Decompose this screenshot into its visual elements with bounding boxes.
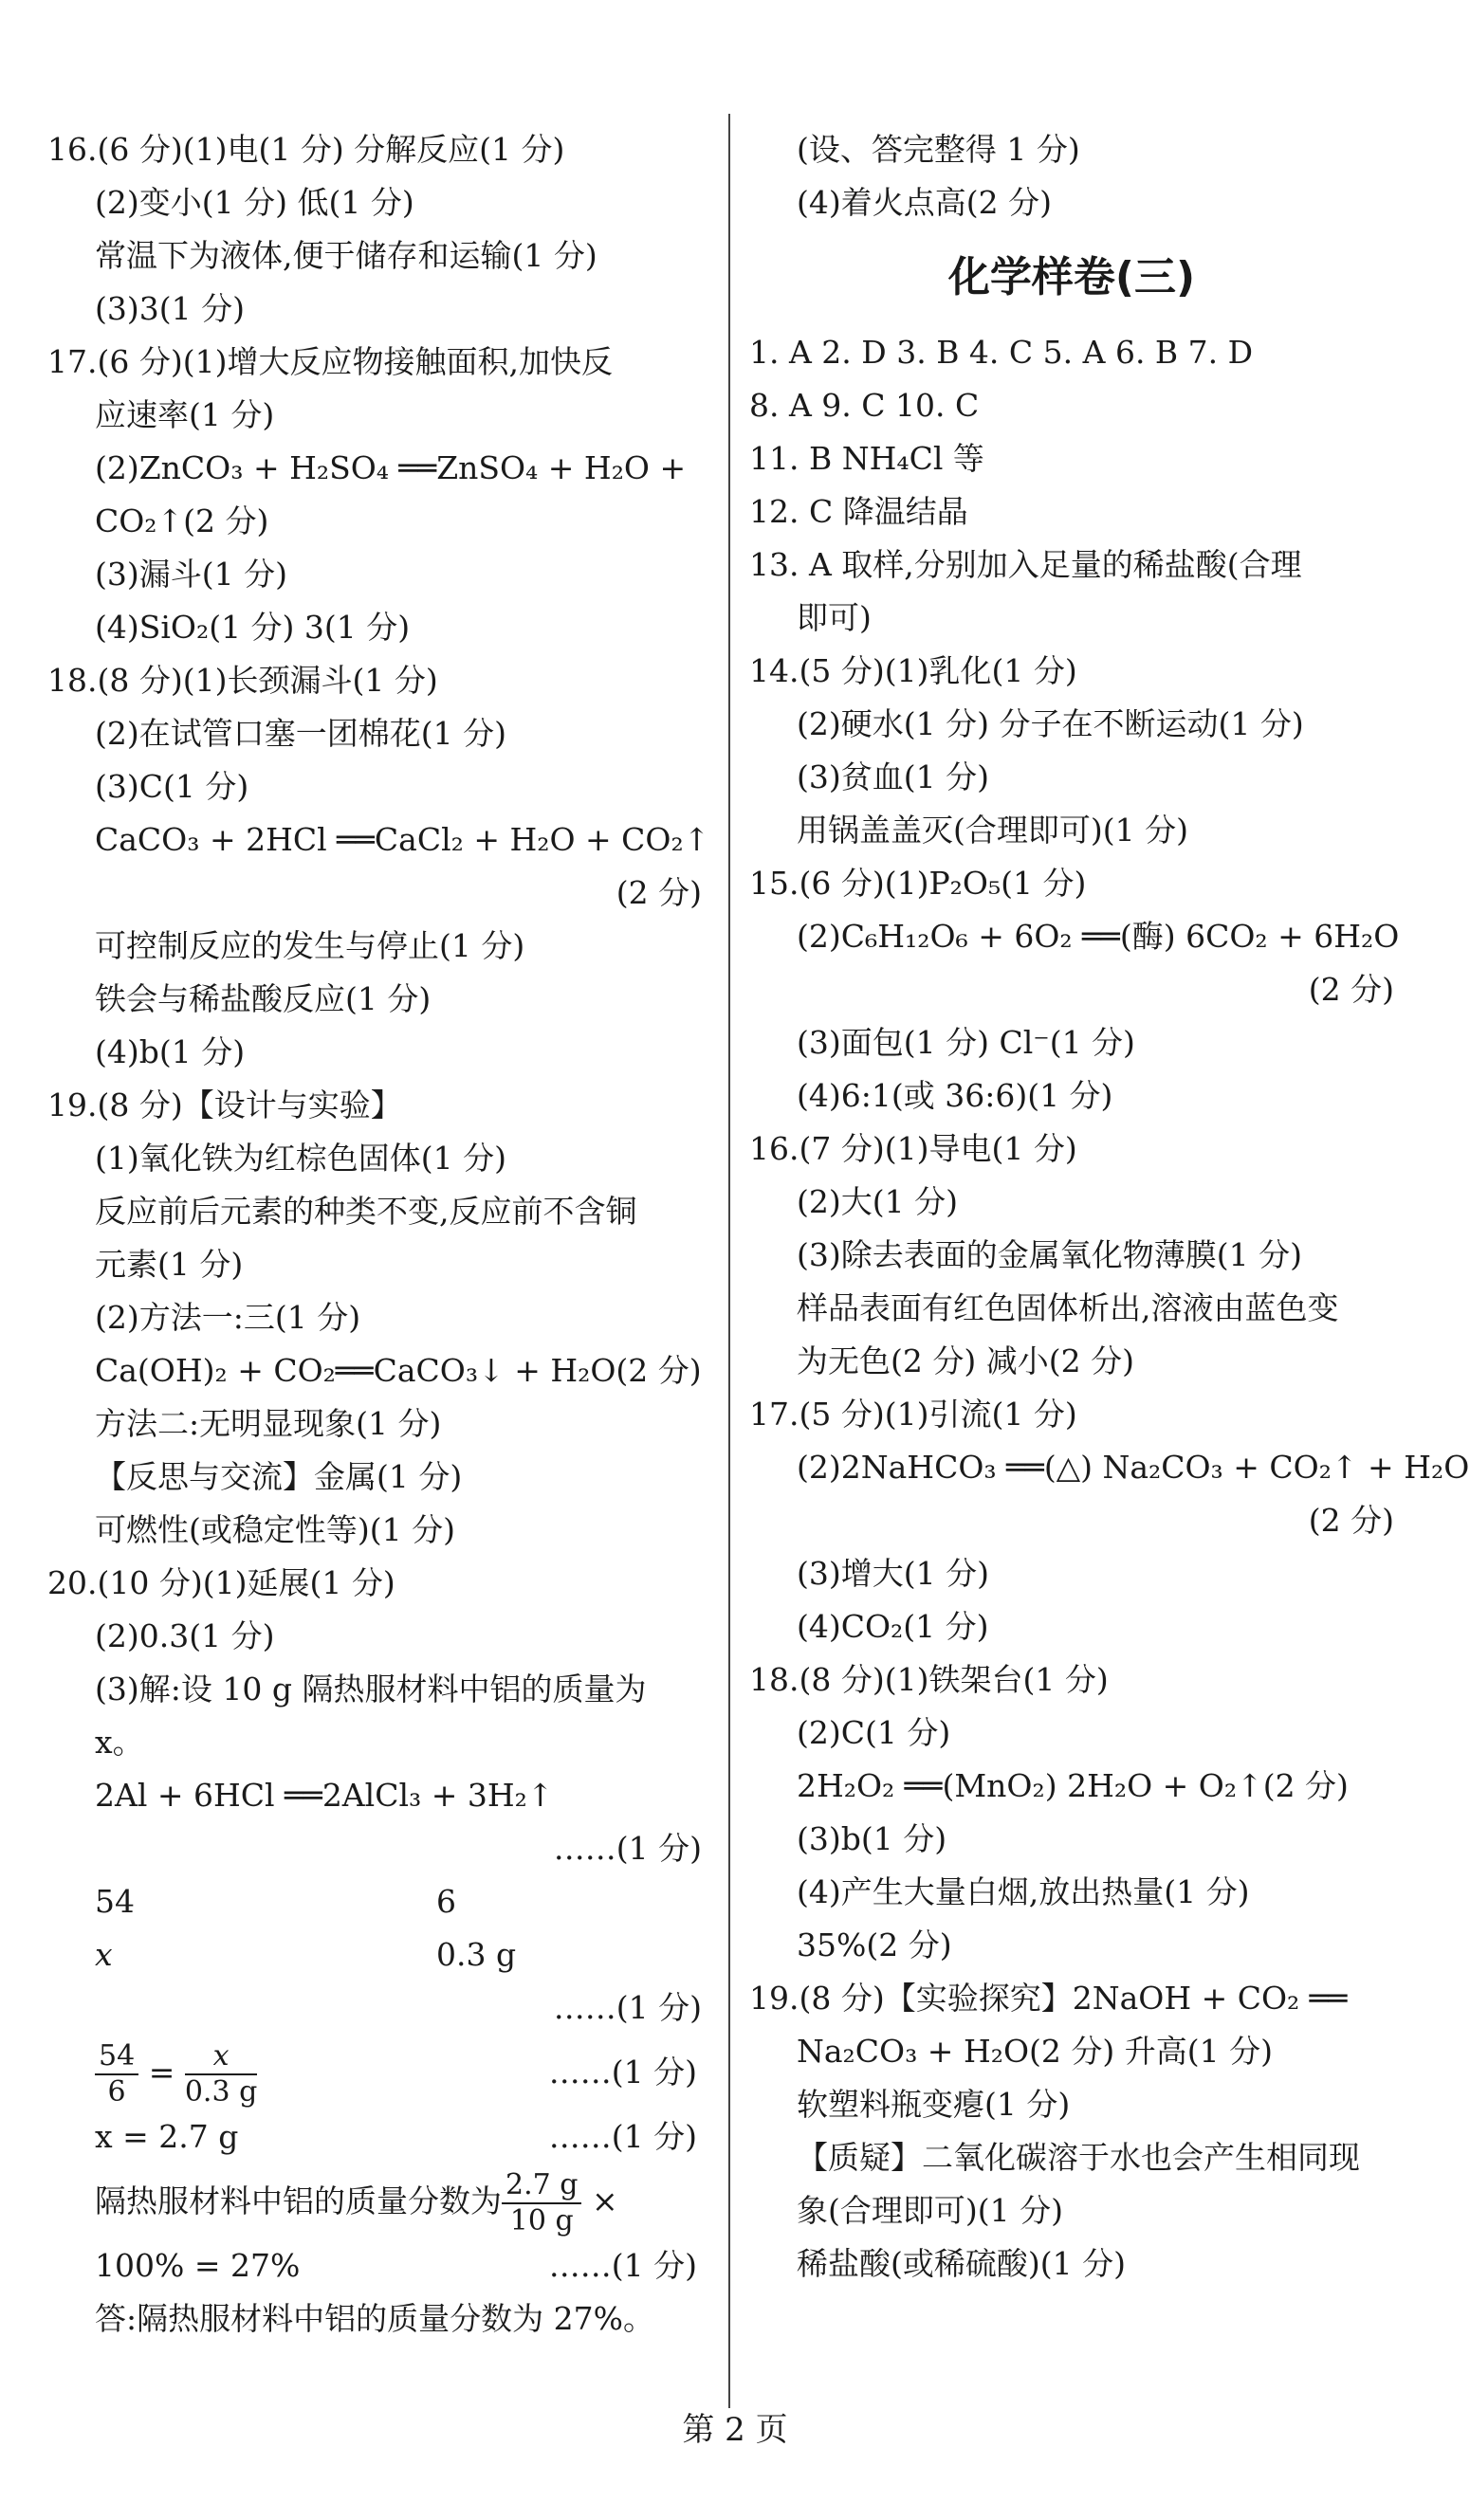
answer-line: 反应前后元素的种类不变,反应前不含铜	[95, 1193, 637, 1230]
answer-line: 象(合理即可)(1 分)	[797, 2192, 1063, 2229]
answer-line: (2)2NaHCO₃ ══(△) Na₂CO₃ + CO₂↑ + H₂O	[797, 1449, 1470, 1486]
known-mass: 0.3 g	[436, 1936, 517, 1973]
percent-result-row	[47, 2239, 702, 2292]
answer-line: (设、答完整得 1 分)	[797, 131, 1080, 168]
answer-line: 2H₂O₂ ══(MnO₂) 2H₂O + O₂↑(2 分)	[797, 1767, 1349, 1804]
right-column	[749, 123, 1470, 2291]
answer-line: 样品表面有红色固体析出,溶液由蓝色变	[797, 1289, 1339, 1326]
answer-line: 可控制反应的发生与停止(1 分)	[95, 927, 525, 964]
answer-line: (3)除去表面的金属氧化物薄膜(1 分)	[797, 1236, 1302, 1273]
answer-line: (4)产生大量白烟,放出热量(1 分)	[797, 1873, 1250, 1910]
answer-line: 8. A 9. C 10. C	[749, 387, 980, 424]
numerator: x	[185, 2039, 257, 2075]
fraction	[185, 2039, 257, 2109]
numerator: 2.7 g	[502, 2168, 581, 2204]
answer-line: 软塑料瓶变瘪(1 分)	[797, 2086, 1071, 2123]
answer-line: 20.(10 分)(1)延展(1 分)	[47, 1564, 395, 1601]
answer-line: (2 分)	[616, 874, 702, 911]
answer-line: (2)ZnCO₃ + H₂SO₄ ══ZnSO₄ + H₂O +	[95, 449, 687, 486]
answer-line: (2)大(1 分)	[797, 1183, 958, 1220]
answer-line: CO₂↑(2 分)	[95, 502, 269, 539]
answer-line: (2 分)	[1308, 971, 1394, 1008]
score-note: ……(1 分)	[548, 2118, 697, 2155]
left-lines	[47, 123, 710, 1822]
answer-line: (3)增大(1 分)	[797, 1555, 989, 1592]
right-top-lines	[749, 123, 1394, 229]
answer-line: 铁会与稀盐酸反应(1 分)	[95, 980, 432, 1017]
answer-line: 16.(6 分)(1)电(1 分) 分解反应(1 分)	[47, 131, 565, 168]
score-note: ……(1 分)	[553, 1989, 702, 2026]
answer-line: Na₂CO₃ + H₂O(2 分) 升高(1 分)	[797, 2033, 1273, 2070]
answer-line: CaCO₃ + 2HCl ══CaCl₂ + H₂O + CO₂↑	[95, 821, 710, 858]
score-note: ……(1 分)	[548, 2054, 697, 2091]
answer-line: 17.(6 分)(1)增大反应物接触面积,加快反	[47, 343, 613, 380]
answer-line: 可燃性(或稳定性等)(1 分)	[95, 1511, 455, 1548]
calculation-block	[47, 1822, 702, 2346]
result-x: x = 2.7 g	[95, 2118, 239, 2155]
percent-label: 隔热服材料中铝的质量分数为	[95, 2182, 502, 2219]
mass-row	[47, 1875, 702, 1928]
answer-line: 11. B NH₄Cl 等	[749, 440, 984, 477]
score-note: ……(1 分)	[553, 1830, 702, 1867]
answer-line: 方法二:无明显现象(1 分)	[95, 1405, 442, 1442]
answer-line: 答:隔热服材料中铝的质量分数为 27%。	[95, 2300, 654, 2337]
answer-line: 13. A 取样,分别加入足量的稀盐酸(合理	[749, 546, 1302, 583]
answer-line: (2)硬水(1 分) 分子在不断运动(1 分)	[797, 705, 1304, 742]
molar-mass-al: 54	[95, 1883, 135, 1920]
result-row	[47, 2110, 702, 2164]
answer-line: (2)在试管口塞一团棉花(1 分)	[95, 715, 506, 752]
left-column	[47, 123, 710, 2346]
answer-line: (3)3(1 分)	[95, 290, 245, 327]
answer-line: (4)着火点高(2 分)	[797, 184, 1052, 221]
section-title: 化学样卷(三)	[947, 253, 1196, 301]
answer-line: (3)b(1 分)	[797, 1820, 947, 1857]
percent-result: 100% = 27%	[95, 2247, 301, 2284]
answer-line: (2)C₆H₁₂O₆ + 6O₂ ══(酶) 6CO₂ + 6H₂O	[797, 918, 1400, 955]
denominator: 6	[107, 2075, 126, 2109]
column-divider	[728, 114, 730, 2408]
value-row	[47, 1928, 702, 1981]
score-note: ……(1 分)	[548, 2247, 697, 2284]
answer-line: (4)6:1(或 36:6)(1 分)	[797, 1077, 1113, 1114]
answer-line: (3)面包(1 分) Cl⁻(1 分)	[797, 1024, 1135, 1061]
answer-line: 12. C 降温结晶	[749, 493, 968, 530]
answer-line: 18.(8 分)(1)铁架台(1 分)	[749, 1661, 1109, 1698]
answer-line: (3)解:设 10 g 隔热服材料中铝的质量为	[95, 1671, 647, 1707]
answer-line: 即可)	[797, 599, 872, 636]
answer-line: (4)SiO₂(1 分) 3(1 分)	[95, 609, 411, 646]
fraction	[95, 2039, 138, 2109]
answer-line: 为无色(2 分) 减小(2 分)	[797, 1342, 1134, 1379]
answer-line: 2Al + 6HCl ══2AlCl₃ + 3H₂↑	[95, 1777, 554, 1814]
answer-line: (3)贫血(1 分)	[797, 758, 989, 795]
answer-line: (2 分)	[1308, 1502, 1394, 1539]
page-number: 第 2 页	[682, 2411, 788, 2449]
answer-line: 16.(7 分)(1)导电(1 分)	[749, 1130, 1077, 1167]
proportion-row	[47, 2035, 702, 2110]
answer-line: (3)C(1 分)	[95, 768, 249, 805]
answer-line: (2)C(1 分)	[797, 1714, 951, 1751]
answer-line: 应速率(1 分)	[95, 396, 275, 433]
answer-line: (4)b(1 分)	[95, 1033, 246, 1070]
answer-line: 元素(1 分)	[95, 1246, 244, 1283]
answer-line: 17.(5 分)(1)引流(1 分)	[749, 1396, 1077, 1433]
times-sign: ×	[591, 2182, 618, 2219]
denominator: 0.3 g	[184, 2075, 258, 2109]
answer-line: 【质疑】二氧化碳溶于水也会产生相同现	[797, 2139, 1360, 2176]
right-lines	[749, 326, 1470, 2291]
answer-line: Ca(OH)₂ + CO₂══CaCO₃↓ + H₂O(2 分)	[95, 1352, 702, 1389]
numerator: 54	[95, 2039, 138, 2075]
answer-line: 14.(5 分)(1)乳化(1 分)	[749, 652, 1077, 689]
unknown-x: x	[95, 1936, 113, 1973]
answer-line: (3)漏斗(1 分)	[95, 556, 287, 593]
answer-line: 35%(2 分)	[797, 1927, 952, 1963]
answer-line: (2)方法一:三(1 分)	[95, 1299, 361, 1336]
answer-line: 1. A 2. D 3. B 4. C 5. A 6. B 7. D	[749, 334, 1254, 371]
equals-sign: =	[148, 2054, 175, 2091]
answer-line: 稀盐酸(或稀硫酸)(1 分)	[797, 2245, 1126, 2282]
answer-line: 常温下为液体,便于储存和运输(1 分)	[95, 237, 597, 274]
molar-mass-h2: 6	[436, 1883, 456, 1920]
answer-line: (2)变小(1 分) 低(1 分)	[95, 184, 414, 221]
answer-line: 15.(6 分)(1)P₂O₅(1 分)	[749, 865, 1087, 902]
answer-line: (4)CO₂(1 分)	[797, 1608, 989, 1645]
answer-line: x。	[95, 1724, 144, 1761]
proportion	[95, 2035, 257, 2110]
answer-line: 用锅盖盖灭(合理即可)(1 分)	[797, 812, 1188, 849]
denominator: 10 g	[509, 2204, 574, 2237]
percent-row	[47, 2164, 702, 2239]
answer-line: (2)0.3(1 分)	[95, 1617, 275, 1654]
answer-line: 18.(8 分)(1)长颈漏斗(1 分)	[47, 662, 438, 699]
answer-line: (1)氧化铁为红棕色固体(1 分)	[95, 1140, 506, 1177]
fraction	[502, 2168, 581, 2238]
answer-line: 19.(8 分)【实验探究】2NaOH + CO₂ ══	[749, 1980, 1348, 2017]
answer-line: 19.(8 分)【设计与实验】	[47, 1087, 402, 1123]
answer-line: 【反思与交流】金属(1 分)	[95, 1458, 463, 1495]
